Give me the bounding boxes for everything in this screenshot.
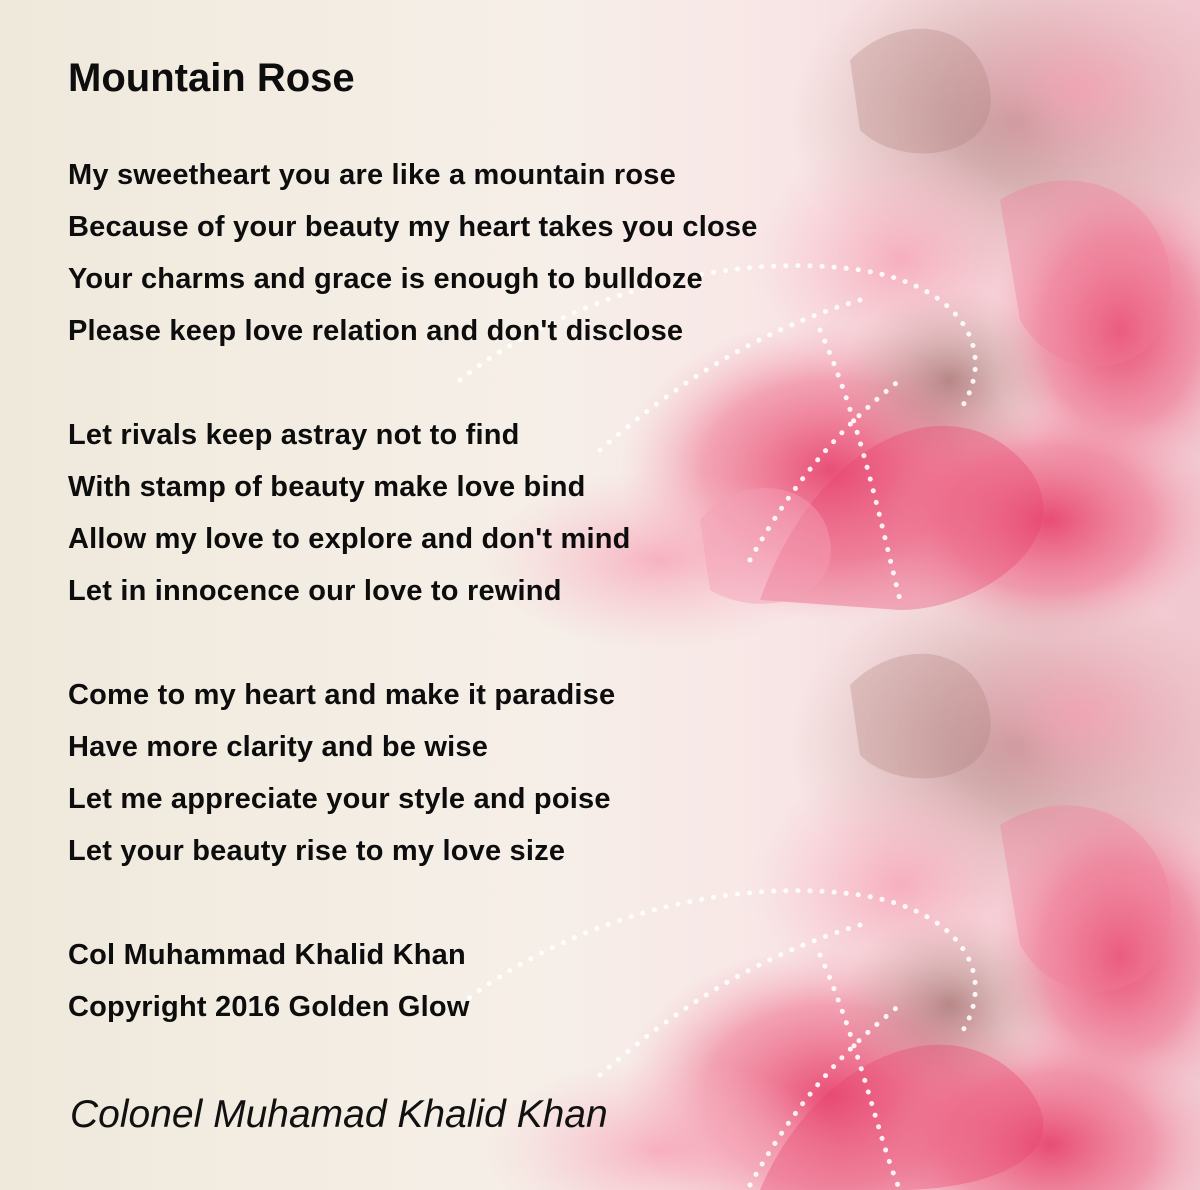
poem-line: Let me appreciate your style and poise [68, 783, 611, 815]
poem-line: Come to my heart and make it paradise [68, 679, 616, 711]
poem-line: Allow my love to explore and don't mind [68, 523, 631, 555]
poem-line: Your charms and grace is enough to bulldoze [68, 263, 703, 295]
poem-line: With stamp of beauty make love bind [68, 471, 586, 503]
poem-title: Mountain Rose [68, 56, 355, 100]
author-signature: Colonel Muhamad Khalid Khan [70, 1093, 608, 1136]
poem-line: Please keep love relation and don't disclose [68, 315, 684, 347]
poem-line: Let in innocence our love to rewind [68, 575, 562, 607]
poem-line: Let your beauty rise to my love size [68, 835, 566, 867]
author-name: Col Muhammad Khalid Khan [68, 939, 466, 971]
poem-line: Because of your beauty my heart takes you close [68, 211, 758, 243]
poem-line: My sweetheart you are like a mountain rose [68, 159, 676, 191]
poem-line: Let rivals keep astray not to find [68, 419, 520, 451]
copyright-notice: Copyright 2016 Golden Glow [68, 991, 470, 1023]
poem-line: Have more clarity and be wise [68, 731, 489, 763]
